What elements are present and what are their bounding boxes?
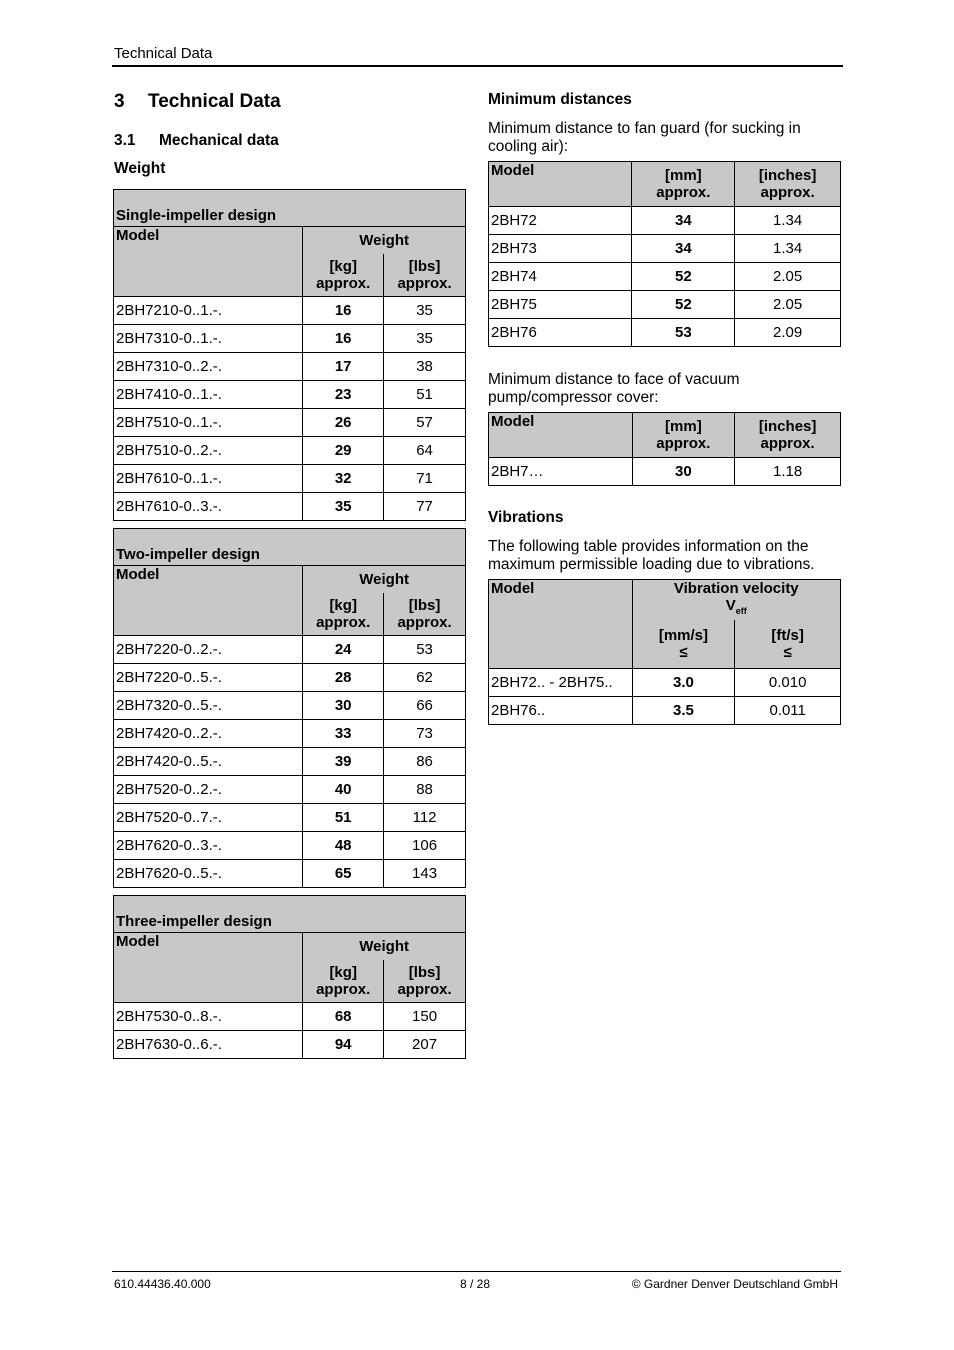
table-title: Single-impeller design <box>114 190 466 227</box>
table-row: 2BH76.. 3.5 0.011 <box>489 697 841 725</box>
table-row: 2BH7… 30 1.18 <box>489 458 841 486</box>
table-title: Three-impeller design <box>114 896 466 933</box>
col-header-weight: Weight <box>303 227 466 255</box>
col-header-weight: Weight <box>303 933 466 961</box>
col-header-kg: [kg] approx. <box>303 254 384 297</box>
col-header-model: Model <box>489 413 633 458</box>
table-row: 2BH7610-0..3.-. 35 77 <box>114 493 466 521</box>
table-row: 2BH7310-0..2.-. 17 38 <box>114 353 466 381</box>
col-header-weight: Weight <box>303 566 466 594</box>
section-number: 3 <box>114 91 125 112</box>
table-row: 2BH72.. - 2BH75.. 3.0 0.010 <box>489 669 841 697</box>
doc-number: 610.44436.40.000 <box>114 1277 211 1291</box>
single-impeller-table <box>113 189 466 521</box>
section-heading <box>114 91 281 113</box>
table-row: 2BH7220-0..2.-. 24 53 <box>114 636 466 664</box>
col-header-model: Model <box>489 162 632 207</box>
col-header-lbs: [lbs] approx. <box>384 254 466 297</box>
table-row: 2BH7520-0..2.-. 40 88 <box>114 776 466 804</box>
col-header-model: Model <box>489 580 633 669</box>
weight-heading: Weight <box>114 160 166 177</box>
col-header-model: Model <box>114 227 303 297</box>
subsection-number: 3.1 <box>114 132 136 149</box>
col-header-mm: [mm] approx. <box>632 413 735 458</box>
col-header-inches: [inches] approx. <box>735 413 841 458</box>
table-row: 2BH7510-0..1.-. 26 57 <box>114 409 466 437</box>
running-header: Technical Data <box>114 45 213 62</box>
min-distances-heading: Minimum distances <box>488 91 632 108</box>
table-row: 2BH7310-0..1.-. 16 35 <box>114 325 466 353</box>
header-rule <box>112 65 843 67</box>
col-header-model: Model <box>114 933 303 1003</box>
table-row: 2BH7610-0..1.-. 32 71 <box>114 465 466 493</box>
table-row: 2BH75 52 2.05 <box>489 291 841 319</box>
footer-rule <box>112 1271 841 1272</box>
table-row: 2BH7520-0..7.-. 51 112 <box>114 804 466 832</box>
col-header-mms: [mm/s] ≤ <box>632 620 735 669</box>
table-title: Two-impeller design <box>114 529 466 566</box>
vibrations-intro: The following table provides information on the maximum permissible loading due to vibrations. <box>488 538 815 573</box>
table-row: 2BH7220-0..5.-. 28 62 <box>114 664 466 692</box>
col-header-lbs: [lbs] approx. <box>384 960 466 1003</box>
table-row: 2BH73 34 1.34 <box>489 235 841 263</box>
vibrations-heading: Vibrations <box>488 509 564 526</box>
vibrations-table <box>488 579 841 725</box>
page-number: 8 / 28 <box>460 1277 491 1291</box>
two-impeller-table <box>113 528 466 888</box>
cover-intro: Minimum distance to face of vacuum pump/compressor cover: <box>488 371 740 406</box>
table-row: 2BH7510-0..2.-. 29 64 <box>114 437 466 465</box>
col-header-model: Model <box>114 566 303 636</box>
subsection-heading <box>114 132 279 150</box>
table-row: 2BH7210-0..1.-. 16 35 <box>114 297 466 325</box>
three-impeller-table <box>113 895 466 1059</box>
section-title: Technical Data <box>148 91 281 112</box>
col-header-inches: [inches] approx. <box>735 162 841 207</box>
fan-guard-intro: Minimum distance to fan guard (for sucking in cooling air): <box>488 120 801 155</box>
table-row: 2BH7620-0..3.-. 48 106 <box>114 832 466 860</box>
col-header-mm: [mm] approx. <box>632 162 735 207</box>
subsection-title: Mechanical data <box>159 132 279 149</box>
table-row: 2BH76 53 2.09 <box>489 319 841 347</box>
table-row: 2BH74 52 2.05 <box>489 263 841 291</box>
col-header-kg: [kg] approx. <box>303 960 384 1003</box>
col-header-fts: [ft/s] ≤ <box>735 620 841 669</box>
table-row: 2BH7630-0..6.-. 94 207 <box>114 1031 466 1059</box>
table-row: 2BH72 34 1.34 <box>489 207 841 235</box>
col-header-kg: [kg] approx. <box>303 593 384 636</box>
fan-guard-table <box>488 161 841 347</box>
col-header-lbs: [lbs] approx. <box>384 593 466 636</box>
table-row: 2BH7530-0..8.-. 68 150 <box>114 1003 466 1031</box>
table-row: 2BH7420-0..2.-. 33 73 <box>114 720 466 748</box>
table-row: 2BH7420-0..5.-. 39 86 <box>114 748 466 776</box>
table-row: 2BH7410-0..1.-. 23 51 <box>114 381 466 409</box>
col-header-velocity: Vibration velocity $V_{eff}$ <box>632 580 840 621</box>
table-row: 2BH7320-0..5.-. 30 66 <box>114 692 466 720</box>
table-row: 2BH7620-0..5.-. 65 143 <box>114 860 466 888</box>
cover-distance-table <box>488 412 841 486</box>
copyright: © Gardner Denver Deutschland GmbH <box>631 1277 838 1291</box>
